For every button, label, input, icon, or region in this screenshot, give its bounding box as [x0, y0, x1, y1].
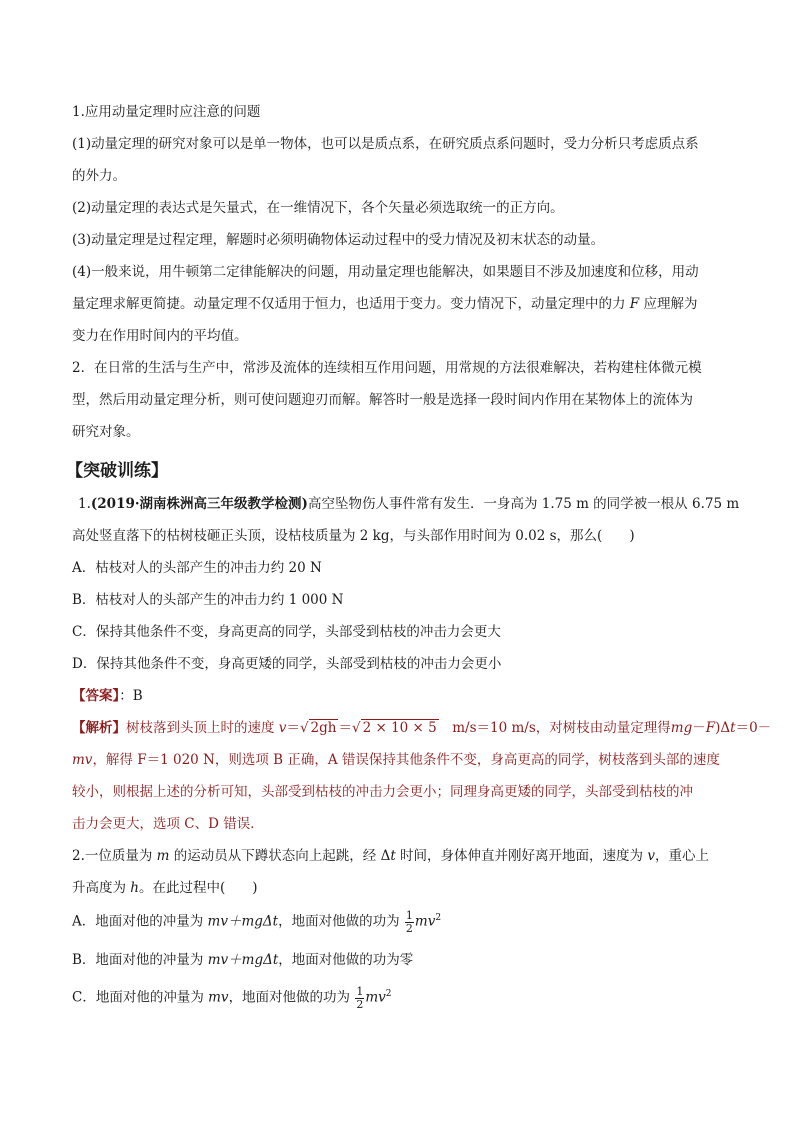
summary-p1-line2: 的外力。 [72, 168, 126, 184]
q1-option-d: D．保持其他条件不变，身高更矮的同学，头部受到枯枝的冲击力会更小 [72, 656, 502, 672]
summary-p1-line1: (1)动量定理的研究对象可以是单一物体，也可以是质点系，在研究质点系问题时，受力分析只考虑质点系 [72, 136, 699, 152]
q1-stem-line2: 高处竖直落下的枯树枝砸正头顶，设枯枝质量为 2 kg，与头部作用时间为 0.02 s，那么( ) [72, 528, 635, 544]
summary-title: 1.应用动量定理时应注意的问题 [72, 104, 261, 120]
q2-option-a: A．地面对他的冲量为 mv＋mgΔt，地面对他做的功为 $\frac{1}{2}$ $mv^2$ [72, 908, 442, 935]
answer-label: 【答案】 [72, 688, 120, 704]
summary-p5-line2: 型，然后用动量定理分析，则可使问题迎刃而解。解答时一般是选择一段时间内作用在某物体上的流体为 [72, 392, 693, 408]
q2-stem-line1: 2.一位质量为 m 的运动员从下蹲状态向上起跳，经 Δt 时间，身体伸直并刚好离开地面，速度为 v，重心上 [72, 848, 709, 864]
section-heading: 【突破训练】 [66, 461, 168, 481]
q2-option-b: B．地面对他的冲量为 mv＋mgΔt，地面对他做的功为零 [72, 952, 414, 968]
summary-p5-line3: 研究对象。 [72, 424, 140, 440]
q1-stem-line1: 1.(2019·湖南株洲高三年级教学检测)高空坠物伤人事件常有发生．一身高为 1.75 m 的同学被一根从 6.75 m [78, 496, 740, 512]
q1-option-c: C．保持其他条件不变，身高更高的同学，头部受到枯枝的冲击力会更大 [72, 624, 501, 640]
q1-analysis-line1: 【解析】树枝落到头顶上时的速度 v＝√ 2gh ＝√ 2 × 10 × 5 m/s＝10 m/s，对树枝由动量定理得mg－F)Δt＝0－ [72, 720, 772, 736]
q1-analysis-line3: 较小，则根据上述的分析可知，头部受到枯枝的冲击力会更小；同理身高更矮的同学，头部受到枯枝的冲 [72, 784, 693, 800]
q2-option-c: C．地面对他的冲量为 mv，地面对他做的功为 $\frac{1}{2}$ $mv^2$ [72, 984, 392, 1011]
summary-p2: (2)动量定理的表达式是矢量式，在一维情况下，各个矢量必须选取统一的正方向。 [72, 200, 564, 216]
fraction-half: $\frac{1}{2}$ [356, 984, 364, 1011]
q1-analysis-line2: mv，解得 F＝1 020 N，则选项 B 正确，A 错误保持其他条件不变，身高更高的同学，树枝落到头部的速度 [72, 752, 720, 768]
q1-source: (2019·湖南株洲高三年级教学检测) [90, 496, 308, 512]
summary-p3: (3)动量定理是过程定理，解题时必须明确物体运动过程中的受力情况及初末状态的动量。 [72, 232, 605, 248]
summary-p4-line2: 量定理求解更简捷。动量定理不仅适用于恒力，也适用于变力。变力情况下，动量定理中的力 F 应理解为 [72, 296, 698, 312]
q2-stem-line2: 升高度为 h。在此过程中( ) [72, 880, 258, 896]
fraction-half: $\frac{1}{2}$ [405, 908, 413, 935]
q1-analysis-line4: 击力会更大，选项 C、D 错误． [72, 816, 264, 832]
q1-option-a: A．枯枝对人的头部产生的冲击力约 20 N [72, 560, 322, 576]
analysis-label: 【解析】 [72, 720, 126, 736]
summary-p5-line1: 2．在日常的生活与生产中，常涉及流体的连续相互作用问题，用常规的方法很难解决，若构建柱体微元模 [72, 360, 702, 376]
q1-option-b: B．枯枝对人的头部产生的冲击力约 1 000 N [72, 592, 344, 608]
summary-p4-line1: (4)一般来说，用牛顿第二定律能解决的问题，用动量定理也能解决，如果题目不涉及加速度和位移，用动 [72, 264, 699, 280]
summary-p4-line3: 变力在作用时间内的平均值。 [72, 328, 248, 344]
q1-answer: 【答案】：B [72, 688, 143, 704]
